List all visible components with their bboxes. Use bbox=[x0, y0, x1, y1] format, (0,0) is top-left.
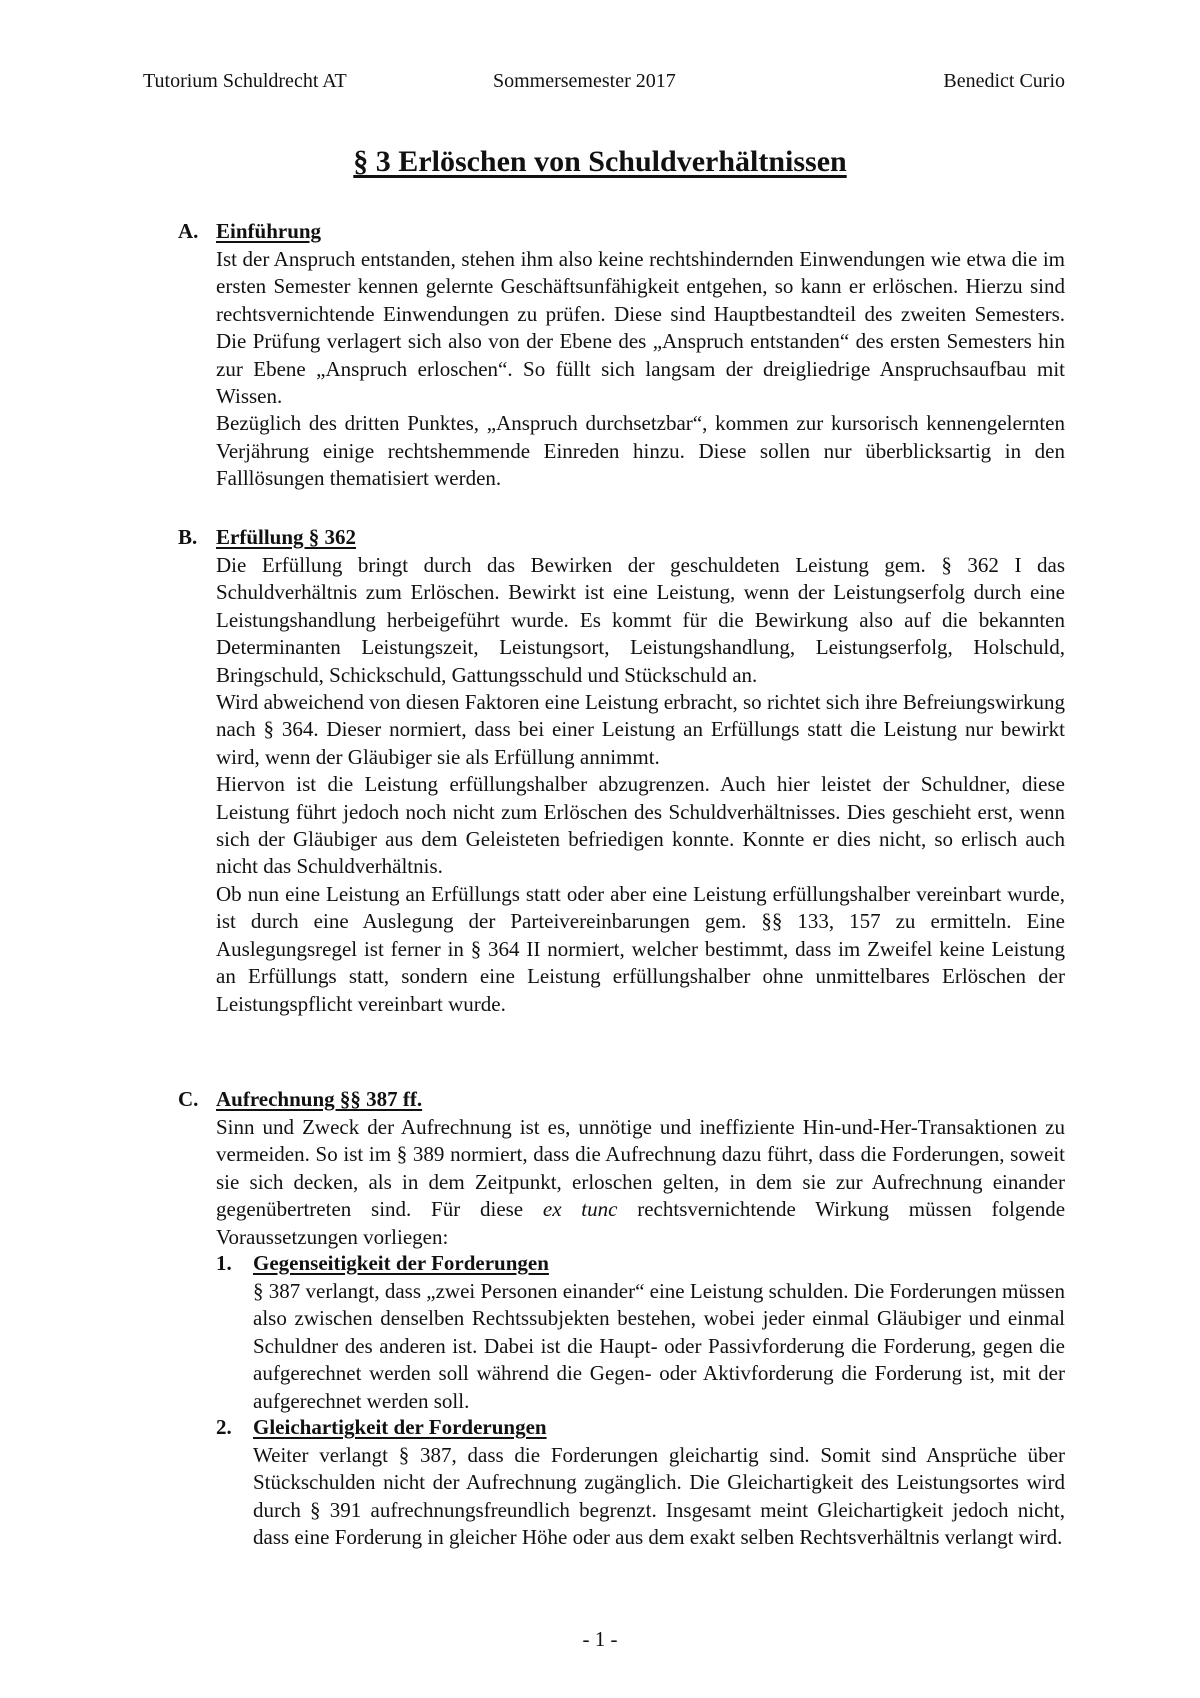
paragraph: Ist der Anspruch entstanden, stehen ihm also keine rechtshindernden Einwendungen wie etwa die im ersten Semester kennen gelernte Geschäftsunfähigkeit entgehen, so kann er erlöschen. Hierzu sind rechtsvernichtende Einwendungen zu prüfen. Diese sind Hauptbestandteil des zweiten Semesters. Die Prüfung verlagert sich also von der Ebene des „Anspruch entstanden“ des ersten Semesters hin zur Ebene „Anspruch erloschen“. So füllt sich langsam der dreigliedrige Anspruchsaufbau mit Wissen. bbox=[216, 247, 1065, 409]
paragraph: Ob nun eine Leistung an Erfüllungs statt oder aber eine Leistung erfüllungshalber vereinbart wurde, ist durch eine Auslegung der Parteivereinbarungen gem. §§ 133, 157 zu ermitteln. Eine Auslegungsregel ist ferner in § 364 II normiert, welcher bestimmt, dass im Zweifel keine Leistung an Erfüllungs statt, sondern eine Leistung erfüllungshalber ohne unmittelbares Erlöschen der Leistungspflicht vereinbart wurde. bbox=[216, 881, 1065, 1016]
list-item-text: § 387 verlangt, dass „zwei Personen einander“ eine Leistung schulden. Die Forderungen müssen also zwischen denselben Rechtssubjekten bestehen, wobei jeder einmal Gläubiger und einmal Schuldner des anderen ist. Dabei ist die Haupt- oder Passivforderung die Forderung, gegen die aufgerechnet werden soll während die Gegen- oder Aktivforderung die Forderung ist, mit der aufgerechnet werden soll. bbox=[253, 1279, 1065, 1413]
section-letter: A. bbox=[178, 219, 199, 243]
list-item-title: Gleichartigkeit der Forderungen bbox=[253, 1415, 547, 1440]
paragraph: Wird abweichend von diesen Faktoren eine Leistung erbracht, so richtet sich ihre Befreiungswirkung nach § 364. Dieser normiert, dass bei einer Leistung an Erfüllungs statt die Leistung nur bewirkt wird, wenn der Gläubiger sie als Erfüllung annimmt. bbox=[216, 690, 1065, 769]
list-item-heading bbox=[216, 1415, 1065, 1442]
section-c-intro bbox=[216, 1114, 1065, 1251]
section-title: Einführung bbox=[216, 219, 322, 243]
list-item-text: Weiter verlangt § 387, dass die Forderungen gleichartig sind. Somit sind Ansprüche über Stückschulden nicht der Aufrechnung zugänglich. Die Gleichartigkeit des Leistungsortes wird durch § 391 aufrechnungsfreundlich begrenzt. Insgesamt meint Gleichartigkeit jedoch nicht, dass eine Forderung in gleicher Höhe oder aus dem exakt selben Rechtsverhältnis verlangt wird. bbox=[253, 1443, 1065, 1550]
section-c bbox=[178, 1087, 1065, 1552]
list-item-title: Gegenseitigkeit der Forderungen bbox=[253, 1251, 549, 1276]
header-author: Benedict Curio bbox=[943, 70, 1065, 92]
section-a-heading bbox=[178, 219, 1065, 246]
section-a-body bbox=[216, 246, 1065, 493]
section-b-body bbox=[216, 552, 1065, 1018]
document-title: § 3 Erlöschen von Schuldverhältnissen bbox=[353, 145, 847, 178]
list-item-1 bbox=[216, 1251, 1065, 1415]
section-title: Erfüllung § 362 bbox=[216, 525, 357, 549]
intro-text: Sinn und Zweck der Aufrechnung ist es, unnötige und ineffiziente Hin-und-Her-Transaktionen zu vermeiden. So ist im § 389 normiert, dass die Aufrechnung dazu führt, dass die Forderungen, soweit sie sich decken, als in dem Zeitpunkt, erloschen gelten, in dem sie zur Aufrechnung einander gegenübertreten sind. Für diese bbox=[216, 1115, 1065, 1222]
paragraph: Bezüglich des dritten Punktes, „Anspruch durchsetzbar“, kommen zur kursorisch kennengelernten Verjährung einige rechtshemmende Einreden hinzu. Diese sollen nur überblicksartig in den Falllösungen thematisiert werden. bbox=[216, 411, 1065, 491]
section-b bbox=[178, 525, 1065, 1018]
list-item-2 bbox=[216, 1415, 1065, 1552]
page-number: - 1 - bbox=[582, 1627, 618, 1651]
header-course: Tutorium Schuldrecht AT bbox=[143, 70, 347, 92]
paragraph: Die Erfüllung bringt durch das Bewirken der geschuldeten Leistung gem. § 362 I das Schuldverhältnis zum Erlöschen. Bewirkt ist eine Leistung, wenn der Leistungserfolg durch eine Leistungshandlung herbeigeführt wurde. Es kommt für die Bewirkung also auf die bekannten Determinanten Leistungszeit, Leistungsort, Leistungshandlung, Leistungserfolg, Holschuld, Bringschuld, Schickschuld, Gattungsschuld und Stückschuld an. bbox=[216, 553, 1065, 687]
section-letter: C. bbox=[178, 1087, 199, 1111]
list-item-number: 2. bbox=[216, 1415, 232, 1440]
intro-italic-term: ex tunc bbox=[542, 1197, 618, 1222]
paragraph: Hiervon ist die Leistung erfüllungshalber abzugrenzen. Auch hier leistet der Schuldner, diese Leistung führt jedoch noch nicht zum Erlöschen des Schuldverhältnisses. Dies geschieht erst, wenn sich der Gläubiger aus dem Geleisteten befriedigen konnte. Konnte er dies nicht, so erlisch auch nicht das Schuldverhältnis. bbox=[216, 772, 1065, 879]
section-letter: B. bbox=[178, 525, 198, 549]
section-title: Aufrechnung §§ 387 ff. bbox=[216, 1087, 423, 1111]
intro-text-end: rechtsvernichtende Wirkung müssen folgende Voraussetzungen vorliegen: bbox=[216, 1197, 1066, 1249]
section-b-heading bbox=[178, 525, 1065, 552]
section-c-body bbox=[216, 1114, 1065, 1251]
header-semester: Sommersemester 2017 bbox=[493, 70, 676, 92]
section-c-heading bbox=[178, 1087, 1065, 1114]
section-a bbox=[178, 219, 1065, 493]
page-header bbox=[143, 70, 1065, 100]
list-item-heading bbox=[216, 1251, 1065, 1278]
list-item-number: 1. bbox=[216, 1251, 232, 1276]
